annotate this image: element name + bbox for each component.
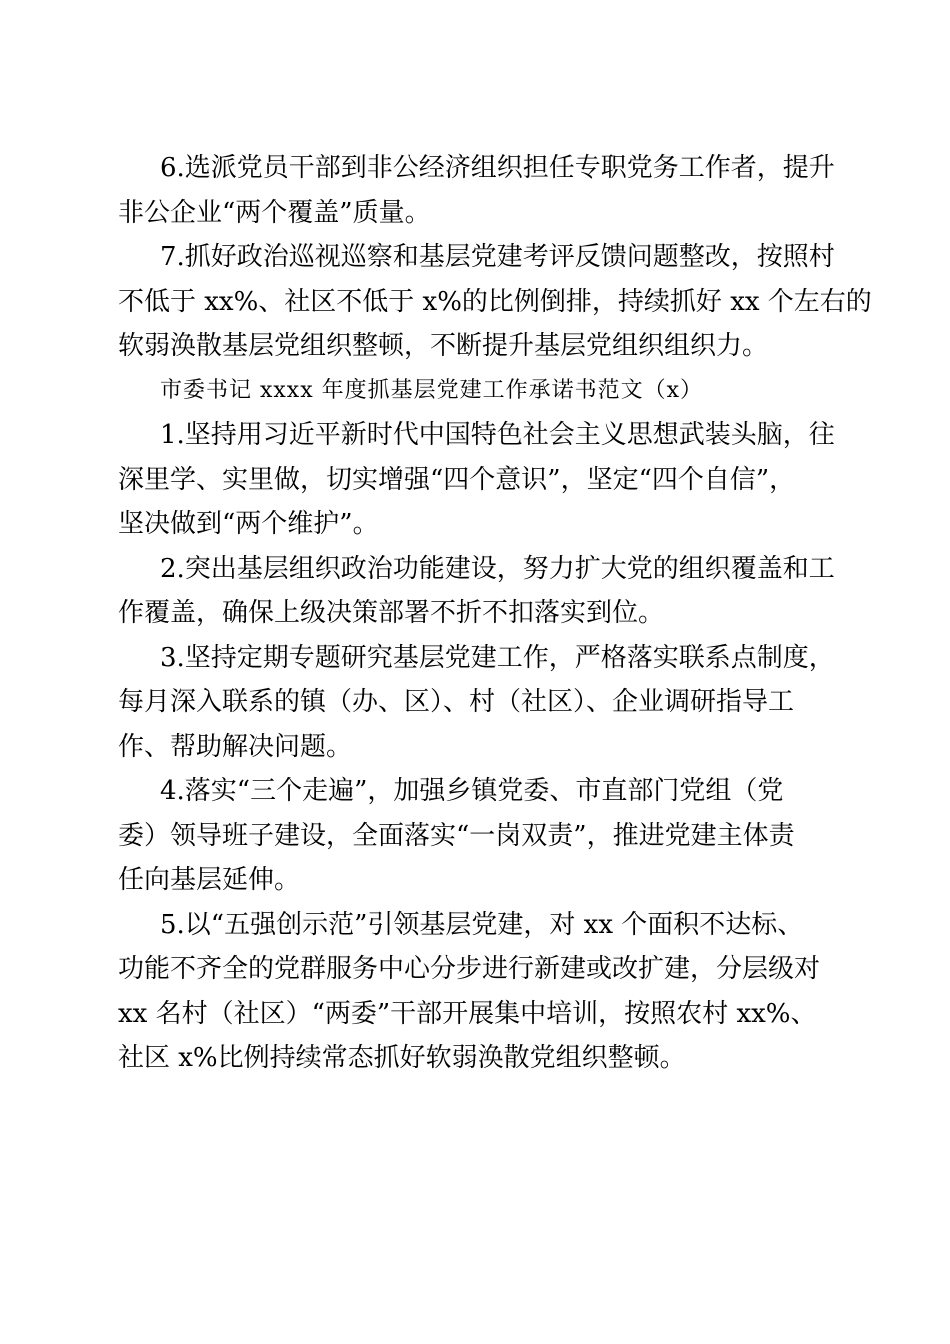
paragraph-line: 社区 x%比例持续常态抓好软弱涣散党组织整顿。 bbox=[118, 1043, 686, 1073]
section-subtitle-block bbox=[118, 369, 830, 414]
paragraph-item-6 bbox=[118, 146, 835, 235]
paragraph-line: 6.选派党员干部到非公经济组织担任专职党务工作者，提升 bbox=[160, 153, 835, 183]
paragraph-line: 软弱涣散基层党组织整顿，不断提升基层党组织组织力。 bbox=[118, 331, 769, 361]
paragraph-item-3 bbox=[118, 636, 835, 770]
paragraph-line: 深里学、实里做，切实增强“四个意识”，坚定“四个自信”， bbox=[118, 464, 796, 495]
paragraph-line: 4.落实“三个走遍”，加强乡镇党委、市直部门党组（党 bbox=[160, 776, 784, 806]
paragraph-item-2 bbox=[118, 547, 835, 636]
paragraph-item-7 bbox=[118, 235, 872, 369]
paragraph-line: 2.突出基层组织政治功能建设，努力扩大党的组织覆盖和工 bbox=[160, 553, 835, 584]
paragraph-line: 每月深入联系的镇（办、区）、村（社区）、企业调研指导工 bbox=[118, 687, 795, 717]
paragraph-line: 7.抓好政治巡视巡察和基层党建考评反馈问题整改，按照村 bbox=[160, 242, 835, 272]
section-subtitle: 市委书记 xxxx 年度抓基层党建工作承诺书范文（x） bbox=[160, 377, 704, 403]
paragraph-line: 坚决做到“两个维护”。 bbox=[118, 509, 379, 539]
paragraph-item-1 bbox=[118, 413, 835, 547]
paragraph-line: 1.坚持用习近平新时代中国特色社会主义思想武装头脑，往 bbox=[160, 420, 835, 450]
paragraph-line: xx 名村（社区）“两委”干部开展集中培训，按照农村 xx%、 bbox=[118, 998, 817, 1029]
paragraph-line: 委）领导班子建设，全面落实“一岗双责”，推进党建主体责 bbox=[118, 820, 795, 851]
document-body bbox=[118, 146, 872, 1081]
paragraph-line: 不低于 xx%、社区不低于 x%的比例倒排，持续抓好 xx 个左右的 bbox=[118, 286, 872, 317]
paragraph-line: 作、帮助解决问题。 bbox=[118, 731, 353, 762]
paragraph-line: 5.以“五强创示范”引领基层党建，对 xx 个面积不达标、 bbox=[160, 909, 804, 940]
paragraph-line: 任向基层延伸。 bbox=[118, 865, 301, 895]
paragraph-line: 作覆盖，确保上级决策部署不折不扣落实到位。 bbox=[118, 598, 665, 628]
paragraph-line: 非公企业“两个覆盖”质量。 bbox=[118, 197, 431, 228]
paragraph-line: 功能不齐全的党群服务中心分步进行新建或改扩建，分层级对 bbox=[118, 954, 821, 984]
paragraph-item-5 bbox=[118, 903, 830, 1081]
paragraph-line: 3.坚持定期专题研究基层党建工作，严格落实联系点制度， bbox=[160, 642, 835, 673]
paragraph-item-4 bbox=[118, 769, 830, 903]
